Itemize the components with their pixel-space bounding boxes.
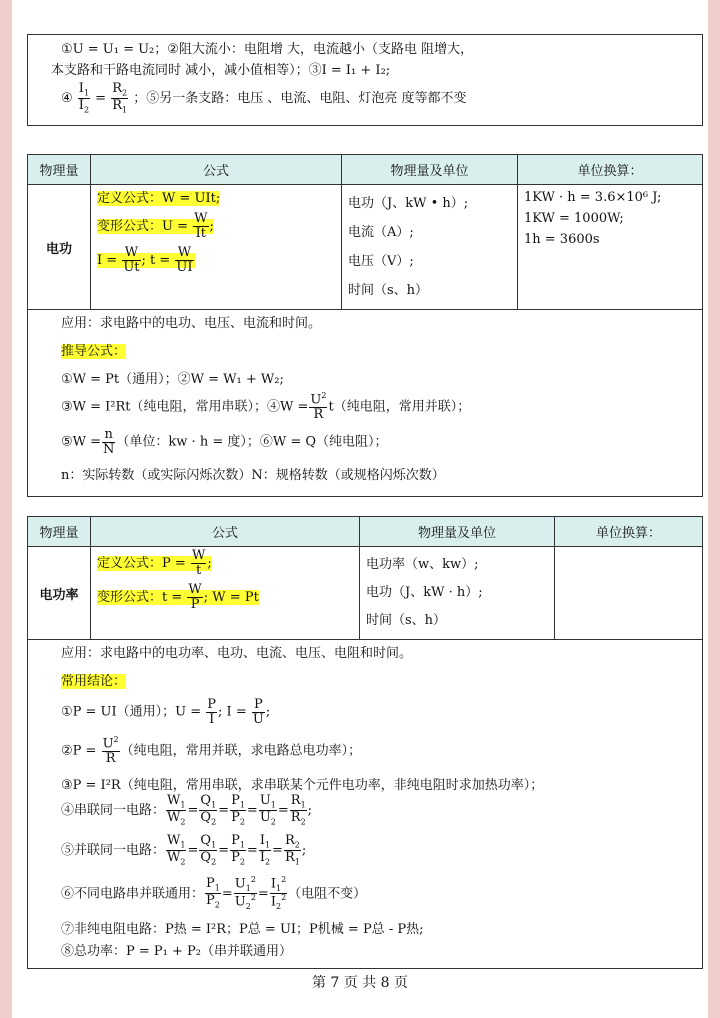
header-units: 物理量及单位 <box>342 155 518 185</box>
unit-item: 时间（s、h） <box>366 613 447 628</box>
unit-item: 电功率（w、kw）; <box>366 557 479 572</box>
conclusion-4: ④串联同一电路： $\frac{W_1}{W_2}$ = $\frac{Q_1}{Q_2}$ = $\frac{P_1}{P_2}$ = $\frac{U_1}{U_2}$ = $\frac{R_1}{R_2}$ ; <box>61 793 313 827</box>
conv-item: 1KW · h = 3.6×10⁶ J; <box>524 190 662 205</box>
unit-item: 电压（V）; <box>348 254 414 269</box>
top-line-3: ④ $\frac{I_1}{I_2}$ = $\frac{R_2}{R_1}$ ；⑤另一条支路：电压 、电流、电阻、灯泡亮 度等都不变 <box>61 81 467 115</box>
units-cell <box>342 185 518 310</box>
top-l3-pre: ④ <box>61 90 73 106</box>
def-formula: 定义公式：P = $\frac{W}{t}$ ; <box>97 548 212 578</box>
var-formula-it: I = $\frac{W}{Ut}$ ; t = $\frac{W}{UI}$ <box>97 245 193 275</box>
header-quantity: 物理量 <box>28 517 91 547</box>
conversion-cell <box>555 547 703 640</box>
top-line-2: 本支路和干路电流同时 减小，减小值相等）；③I = I₁ + I₂; <box>51 63 391 78</box>
header-units: 物理量及单位 <box>360 517 555 547</box>
conclusion-7: ⑦非纯电阻电路：P热 = I²R；P总 = UI；P机械 = P总 - P热; <box>61 922 424 937</box>
ratio-formula-r: $\frac{R_2}{R_1}$ <box>112 81 128 115</box>
quantity-name: 电功率 <box>28 547 91 640</box>
header-conversion: 单位换算： <box>518 155 703 185</box>
derive-3: ⑤W = $\frac{n}{N}$ （单位：kw · h = 度）；⑥W = Q（纯电阻）； <box>61 427 388 457</box>
formula-cell <box>91 547 360 640</box>
derive-label: 推导公式： <box>61 344 127 359</box>
header-quantity: 物理量 <box>28 155 91 185</box>
derive-1: ①W = Pt（通用）；②W = W₁ + W₂; <box>61 372 284 387</box>
conclusion-label: 常用结论： <box>61 674 127 689</box>
derive-2: ③W = I²Rt（纯电阻，常用串联）；④W = $\frac{U^2}{R}$ t（纯电阻，常用并联）； <box>61 391 471 422</box>
var-formula: 变形公式：t = $\frac{W}{P}$ ; W = Pt <box>97 582 259 612</box>
conclusion-5: ⑤并联同一电路： $\frac{W_1}{W_2}$ = $\frac{Q_1}{Q_2}$ = $\frac{P_1}{P_2}$ = $\frac{I_1}{I_2}$ = $\frac{R_2}{R_1}$ ; <box>61 833 307 867</box>
unit-item: 电流（A）; <box>348 225 414 240</box>
power-applications <box>28 640 703 969</box>
def-formula: 定义公式：W = UIt; <box>97 191 221 206</box>
conclusion-1: ①P = UI（通用）；U = $\frac{P}{I}$ ; I = $\frac{P}{U}$ ; <box>61 697 271 727</box>
formula-cell <box>91 185 342 310</box>
header-conversion: 单位换算： <box>555 517 703 547</box>
conv-item: 1KW = 1000W; <box>524 211 624 226</box>
top-l3-post: ；⑤另一条支路：电压 、电流、电阻、灯泡亮 度等都不变 <box>133 90 467 106</box>
unit-item: 电功（J、kW · h）; <box>366 585 483 600</box>
conv-item: 1h = 3600s <box>524 232 600 247</box>
unit-item: 电功（J、kW • h）; <box>348 196 469 211</box>
work-applications <box>28 310 703 497</box>
apply-text: 应用：求电路中的电功率、电功、电流、电压、电阻和时间。 <box>61 646 413 661</box>
ratio-formula: $\frac{I_1}{I_2}$ <box>78 81 90 115</box>
header-formula: 公式 <box>91 517 360 547</box>
apply-text: 应用：求电路中的电功、电压、电流和时间。 <box>61 316 322 331</box>
power-table <box>27 516 703 969</box>
page-footer: 第 7 页 共 8 页 <box>311 975 409 991</box>
conversion-cell <box>518 185 703 310</box>
conclusion-2: ②P = $\frac{U^2}{R}$ （纯电阻，常用并联，求电路总电功率）； <box>61 735 362 766</box>
conclusion-6: ⑥不同电路串并联通用： $\frac{P_1}{P_2}$ = $\frac{U_1^2}{U_2^2}$ = $\frac{I_1^2}{I_2^2}$ （电阻不变） <box>61 875 367 912</box>
derive-4: n：实际转数（或实际闪烁次数）N：规格转数（或规格闪烁次数） <box>61 468 445 483</box>
document-page <box>12 0 708 1018</box>
units-cell <box>360 547 555 640</box>
header-formula: 公式 <box>91 155 342 185</box>
quantity-name: 电功 <box>28 185 91 310</box>
work-table <box>27 154 703 497</box>
unit-item: 时间（s、h） <box>348 283 429 298</box>
top-line-1: ①U = U₁ = U₂；②阻大流小：电阻增 大，电流越小（支路电 阻增大， <box>61 42 474 57</box>
var-formula-u: 变形公式：U = $\frac{W}{It}$ ; <box>97 211 214 241</box>
conclusion-8: ⑧总功率：P = P₁ + P₂（串并联通用） <box>61 944 292 959</box>
top-summary-box <box>27 34 703 126</box>
conclusion-3: ③P = I²R（纯电阻，常用串联，求串联某个元件电功率，非纯电阻时求加热功率）； <box>61 778 544 793</box>
